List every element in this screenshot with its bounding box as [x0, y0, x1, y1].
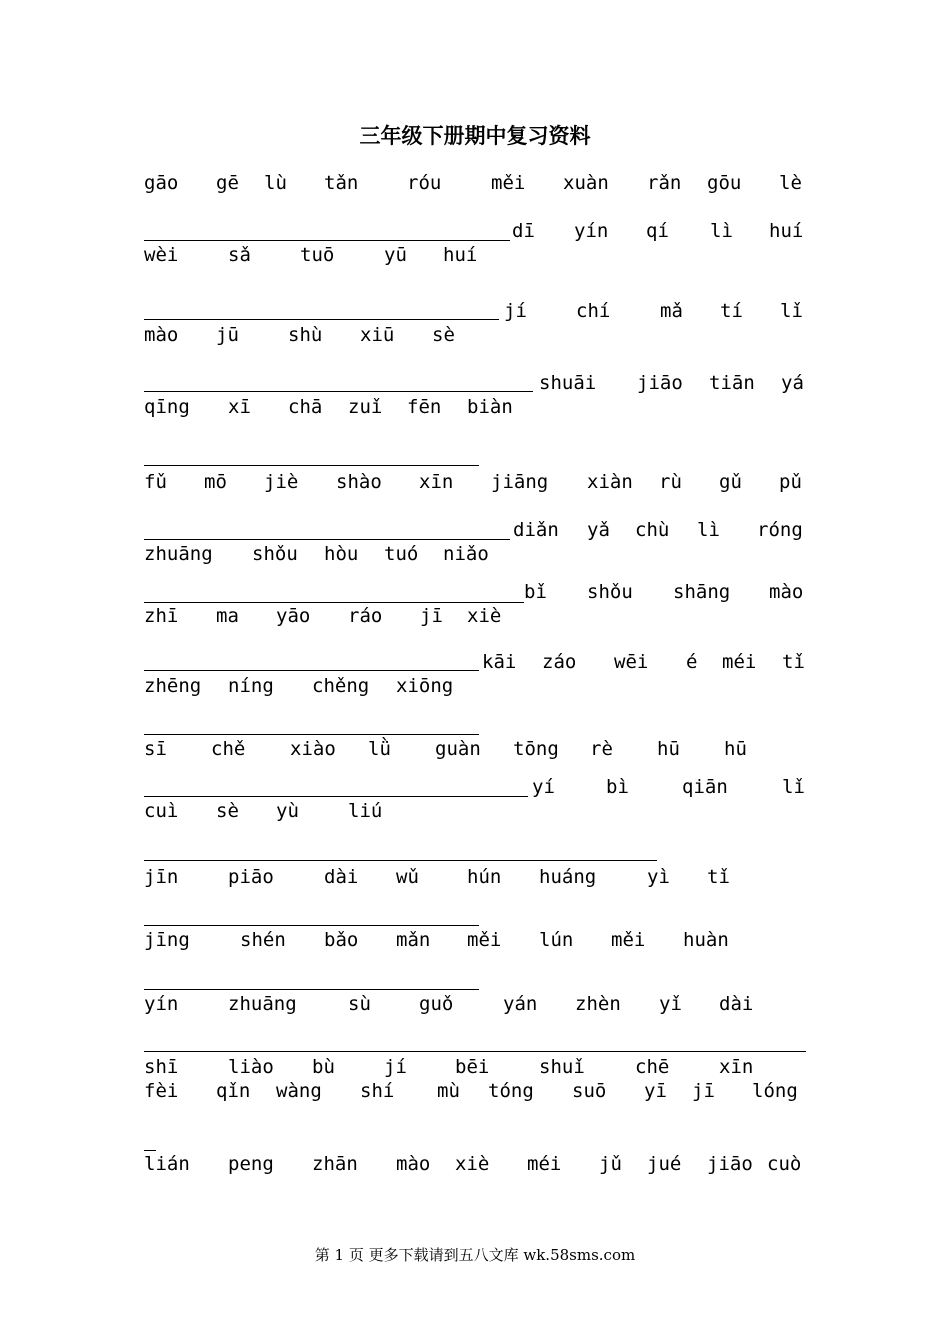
pinyin-syllable: chā [288, 396, 323, 418]
pinyin-syllable: zhuāng [228, 993, 297, 1015]
pinyin-syllable: gē [216, 172, 239, 194]
pinyin-syllable: cuò [767, 1153, 802, 1175]
pinyin-syllable: méi [722, 651, 757, 673]
pinyin-syllable: lǐ [782, 776, 805, 798]
pinyin-syllable: liú [348, 800, 383, 822]
pinyin-syllable: ráo [348, 605, 383, 627]
pinyin-row [144, 991, 806, 1017]
pinyin-syllable: níng [228, 675, 274, 697]
page-title: 三年级下册期中复习资料 [359, 123, 591, 148]
pinyin-row [144, 1078, 806, 1104]
pinyin-syllable: dài [324, 866, 359, 888]
answer-line [144, 1051, 806, 1052]
pinyin-syllable: xīn [719, 1056, 754, 1078]
pinyin-syllable: lián [144, 1153, 190, 1175]
pinyin-row [144, 774, 806, 800]
pinyin-syllable: suō [572, 1080, 607, 1102]
pinyin-syllable: jīng [144, 929, 190, 951]
pinyin-row [144, 242, 806, 268]
pinyin-syllable: chě [211, 738, 246, 760]
pinyin-row [144, 469, 806, 495]
pinyin-syllable: qí [646, 220, 669, 242]
pinyin-syllable: hū [657, 738, 680, 760]
pinyin-syllable: xiàn [587, 471, 633, 493]
pinyin-syllable: róu [407, 172, 442, 194]
page-footer: 第 1 页 更多下载请到五八文库 wk.58sms.com [314, 1246, 636, 1264]
pinyin-row [144, 370, 806, 396]
pinyin-syllable: qǐn [216, 1080, 251, 1102]
pinyin-syllable: jǔ [599, 1153, 622, 1175]
pinyin-syllable: shí [360, 1080, 395, 1102]
pinyin-syllable: wàng [276, 1080, 322, 1102]
pinyin-syllable: jiè [264, 471, 299, 493]
pinyin-syllable: tǎn [324, 172, 359, 194]
pinyin-syllable: shén [240, 929, 286, 951]
pinyin-syllable: chí [576, 300, 611, 322]
pinyin-syllable: xiào [290, 738, 336, 760]
pinyin-syllable: měi [491, 172, 526, 194]
pinyin-syllable: sǎ [228, 244, 251, 266]
pinyin-row [144, 170, 806, 196]
pinyin-syllable: dài [719, 993, 754, 1015]
pinyin-syllable: hū [724, 738, 747, 760]
pinyin-row [144, 298, 806, 324]
pinyin-syllable: shǒu [252, 543, 298, 565]
pinyin-syllable: lè [779, 172, 802, 194]
pinyin-syllable: shuāi [539, 372, 597, 394]
pinyin-syllable: tuó [384, 543, 419, 565]
pinyin-syllable: diǎn [513, 519, 559, 541]
pinyin-syllable: zhēng [144, 675, 202, 697]
pinyin-row [144, 649, 806, 675]
pinyin-syllable: pǔ [779, 471, 802, 493]
pinyin-syllable: tóng [488, 1080, 534, 1102]
pinyin-syllable: yá [781, 372, 804, 394]
pinyin-syllable: jī [692, 1080, 715, 1102]
pinyin-row [144, 673, 806, 699]
pinyin-syllable: yí [532, 776, 555, 798]
pinyin-syllable: huàn [683, 929, 729, 951]
pinyin-row [144, 1054, 806, 1080]
answer-line [144, 465, 479, 466]
pinyin-syllable: chěng [312, 675, 370, 697]
pinyin-syllable: jiāng [491, 471, 549, 493]
pinyin-syllable: lóng [752, 1080, 798, 1102]
pinyin-row [144, 736, 806, 762]
pinyin-syllable: jiāo [637, 372, 683, 394]
pinyin-syllable: guǒ [419, 993, 454, 1015]
pinyin-syllable: mǎ [660, 300, 683, 322]
pinyin-syllable: yū [384, 244, 407, 266]
pinyin-syllable: měi [611, 929, 646, 951]
pinyin-syllable: xīn [419, 471, 454, 493]
pinyin-syllable: kāi [482, 651, 517, 673]
pinyin-syllable: shù [288, 324, 323, 346]
pinyin-syllable: yán [503, 993, 538, 1015]
pinyin-syllable: shī [144, 1056, 179, 1078]
pinyin-syllable: liào [228, 1056, 274, 1078]
pinyin-syllable: biàn [467, 396, 513, 418]
pinyin-syllable: bǐ [524, 581, 547, 603]
pinyin-syllable: tǐ [707, 866, 730, 888]
pinyin-syllable: huí [769, 220, 804, 242]
pinyin-syllable: yī [644, 1080, 667, 1102]
pinyin-row [144, 864, 806, 890]
pinyin-syllable: gāo [144, 172, 179, 194]
pinyin-syllable: huáng [539, 866, 597, 888]
pinyin-syllable: gǔ [719, 471, 742, 493]
pinyin-syllable: lǜ [368, 738, 391, 760]
pinyin-syllable: tǐ [782, 651, 805, 673]
pinyin-syllable: mào [396, 1153, 431, 1175]
pinyin-syllable: sù [348, 993, 371, 1015]
pinyin-syllable: xiè [455, 1153, 490, 1175]
pinyin-syllable: shuǐ [539, 1056, 585, 1078]
pinyin-syllable: tuō [300, 244, 335, 266]
answer-line [144, 989, 479, 990]
pinyin-syllable: jīn [144, 866, 179, 888]
pinyin-syllable: é [686, 651, 698, 673]
pinyin-syllable: gōu [707, 172, 742, 194]
pinyin-syllable: jī [420, 605, 443, 627]
pinyin-syllable: huí [443, 244, 478, 266]
pinyin-row [144, 394, 806, 420]
pinyin-syllable: sī [144, 738, 167, 760]
pinyin-syllable: lún [539, 929, 574, 951]
pinyin-syllable: méi [527, 1153, 562, 1175]
pinyin-syllable: sè [432, 324, 455, 346]
pinyin-syllable: zhān [312, 1153, 358, 1175]
pinyin-syllable: hún [467, 866, 502, 888]
answer-line [144, 734, 479, 735]
pinyin-syllable: tōng [513, 738, 559, 760]
pinyin-syllable: jiāo [707, 1153, 753, 1175]
pinyin-syllable: lì [697, 519, 720, 541]
pinyin-syllable: ma [216, 605, 239, 627]
pinyin-syllable: mù [437, 1080, 460, 1102]
pinyin-syllable: guàn [435, 738, 481, 760]
pinyin-syllable: bǎo [324, 929, 359, 951]
pinyin-syllable: jí [504, 300, 527, 322]
pinyin-row [144, 1151, 806, 1177]
pinyin-syllable: xiōng [396, 675, 454, 697]
pinyin-syllable: fǔ [144, 471, 167, 493]
pinyin-syllable: sè [216, 800, 239, 822]
pinyin-syllable: mǎn [396, 929, 431, 951]
pinyin-row [144, 603, 806, 629]
pinyin-syllable: tí [720, 300, 743, 322]
pinyin-syllable: yín [574, 220, 609, 242]
pinyin-row [144, 218, 806, 244]
pinyin-syllable: lì [710, 220, 733, 242]
pinyin-syllable: rù [659, 471, 682, 493]
pinyin-syllable: chē [635, 1056, 670, 1078]
pinyin-row [144, 517, 806, 543]
pinyin-syllable: peng [228, 1153, 274, 1175]
pinyin-syllable: wǔ [396, 866, 419, 888]
pinyin-syllable: shào [336, 471, 382, 493]
answer-line [144, 925, 479, 926]
pinyin-syllable: jué [647, 1153, 682, 1175]
pinyin-syllable: yì [647, 866, 670, 888]
pinyin-syllable: mào [769, 581, 804, 603]
pinyin-syllable: shǒu [587, 581, 633, 603]
pinyin-syllable: hòu [324, 543, 359, 565]
pinyin-row [144, 541, 806, 567]
pinyin-syllable: yù [276, 800, 299, 822]
pinyin-syllable: xiū [360, 324, 395, 346]
pinyin-syllable: qīng [144, 396, 190, 418]
pinyin-syllable: jū [216, 324, 239, 346]
answer-line [144, 860, 657, 861]
pinyin-syllable: jí [384, 1056, 407, 1078]
pinyin-syllable: xī [228, 396, 251, 418]
pinyin-syllable: bēi [455, 1056, 490, 1078]
pinyin-syllable: wēi [614, 651, 649, 673]
pinyin-syllable: xuàn [563, 172, 609, 194]
pinyin-syllable: yǎ [587, 519, 610, 541]
pinyin-syllable: zhèn [575, 993, 621, 1015]
pinyin-syllable: záo [542, 651, 577, 673]
pinyin-syllable: róng [757, 519, 803, 541]
pinyin-row [144, 927, 806, 953]
pinyin-syllable: rè [590, 738, 613, 760]
pinyin-syllable: lǐ [780, 300, 803, 322]
pinyin-syllable: qiān [682, 776, 728, 798]
pinyin-syllable: mào [144, 324, 179, 346]
pinyin-syllable: yǐ [659, 993, 682, 1015]
pinyin-syllable: piāo [228, 866, 274, 888]
pinyin-syllable: yín [144, 993, 179, 1015]
pinyin-syllable: rǎn [647, 172, 682, 194]
pinyin-syllable: zhuāng [144, 543, 213, 565]
pinyin-syllable: zuǐ [348, 396, 383, 418]
pinyin-syllable: chù [635, 519, 670, 541]
pinyin-syllable: niǎo [443, 543, 489, 565]
pinyin-syllable: tiān [709, 372, 755, 394]
pinyin-syllable: shāng [673, 581, 731, 603]
pinyin-syllable: lù [264, 172, 287, 194]
pinyin-syllable: bù [312, 1056, 335, 1078]
pinyin-syllable: cuì [144, 800, 179, 822]
pinyin-syllable: mō [204, 471, 227, 493]
pinyin-row [144, 798, 806, 824]
pinyin-syllable: yāo [276, 605, 311, 627]
pinyin-syllable: bì [606, 776, 629, 798]
pinyin-syllable: zhī [144, 605, 179, 627]
pinyin-syllable: fēn [407, 396, 442, 418]
pinyin-row [144, 579, 806, 605]
pinyin-syllable: dī [512, 220, 535, 242]
pinyin-syllable: fèi [144, 1080, 179, 1102]
pinyin-syllable: wèi [144, 244, 179, 266]
pinyin-syllable: xiè [467, 605, 502, 627]
pinyin-syllable: měi [467, 929, 502, 951]
pinyin-row [144, 322, 806, 348]
